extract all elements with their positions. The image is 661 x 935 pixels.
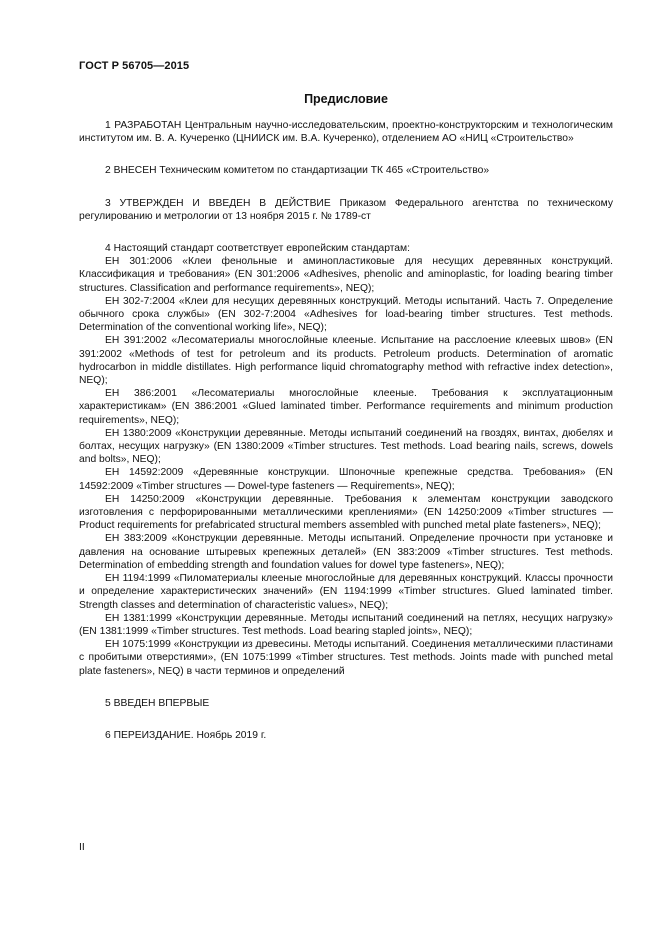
standard-reference: ЕН 1381:1999 «Конструкции деревянные. Методы испытаний соединений на петлях, несущих нагрузку» (EN 1381:1999 «Timber structures. Test methods. Load bearing stapled joints», NEQ); <box>79 612 613 637</box>
page-title: Предисловие <box>304 92 388 106</box>
standard-reference: ЕН 391:2002 «Лесоматериалы многослойные клееные. Испытание на расслоение клеевых швов» (EN 391:2002 «Methods of test for petroleum and its products. Petroleum products. Determination of aromatic hydrocarbon in middle distillates. High performance liquid chromatography method with refractive index detection», NEQ); <box>79 335 613 387</box>
standard-reference: ЕН 302-7:2004 «Клеи для несущих деревянных конструкций. Методы испытаний. Часть 7. Определение обычного срока службы» (EN 302-7:2004 «Adhesives for load-bearing timber structures. Test methods. Determination of the conventional working life», NEQ); <box>79 295 613 334</box>
standard-reference: ЕН 301:2006 «Клеи фенольные и аминопластиковые для несущих деревянных конструкций. Классификация и требования» (EN 301:2006 «Adhesives, phenolic and aminoplastic, for loading bearing timber structures. Classification and performance requirements», NEQ); <box>79 256 613 294</box>
standard-reference: ЕН 1075:1999 «Конструкции из древесины. Методы испытаний. Соединения металлическими пластинами с пробитыми отверстиями», (EN 1075:1999 «Timber structures. Test methods. Joints made with punched metal plate fasteners», NEQ) в части терминов и определений <box>79 639 614 677</box>
foreword-body <box>79 119 613 742</box>
paragraph-submitted-by: 2 ВНЕСЕН Техническим комитетом по стандартизации ТК 465 «Строительство» <box>105 165 490 177</box>
paragraph-approved-by: 3 УТВЕРЖДЕН И ВВЕДЕН В ДЕЙСТВИЕ Приказом Федерального агентства по техническому регулированию и метрологии от 13 ноября 2015 г. № 1789-ст <box>79 197 613 222</box>
paragraph-conformity-intro: 4 Настоящий стандарт соответствует европейским стандартам: <box>105 243 410 255</box>
standard-reference: ЕН 14250:2009 «Конструкции деревянные. Требования к элементам конструкции заводского изготовления с перфорированными металлическими креплениями» (EN 14250:2009 «Timber structures — Product requirements for prefabricated structural members assembled with punched metal plate fasteners», NEQ); <box>79 493 613 532</box>
standard-reference: ЕН 386:2001 «Лесоматериалы многослойные клееные. Требования к эксплуатационным характеристикам» (EN 386:2001 «Glued laminated timber. Performance requirements and minimum production requirements», NEQ); <box>79 388 613 426</box>
standard-reference: ЕН 383:2009 «Конструкции деревянные. Методы испытаний. Определение прочности при установке и давления на основание штыревых крепежных деталей» (EN 383:2009 «Timber structures. Test methods. Determination of embedding strength and foundation values for dowel type fasteners», NEQ); <box>79 533 613 571</box>
paragraph-first-introduced: 5 ВВЕДЕН ВПЕРВЫЕ <box>105 697 210 709</box>
standard-reference: ЕН 1194:1999 «Пиломатериалы клееные многослойные для деревянных конструкций. Классы прочности и определение характеристических значений» (EN 1194:1999 «Timber structures. Glued laminated timber. Strength classes and determination of characteristic values», NEQ); <box>79 573 613 611</box>
standard-id: ГОСТ Р 56705—2015 <box>79 60 190 72</box>
paragraph-reissue: 6 ПЕРЕИЗДАНИЕ. Ноябрь 2019 г. <box>105 729 267 741</box>
standard-reference: ЕН 1380:2009 «Конструкции деревянные. Методы испытаний соединений на гвоздях, винтах, дюбелях и болтах, несущих нагрузку» (EN 1380:2009 «Timber structures. Test methods. Load bearing nails, screws, dowels and bolts», NEQ); <box>79 427 613 466</box>
page-number: II <box>79 842 85 853</box>
paragraph-developed-by: 1 РАЗРАБОТАН Центральным научно-исследовательским, проектно-конструкторским и технологическим институтом им. В. А. Кучеренко (ЦНИИСК им. В.А. Кучеренко), отделением АО «НИЦ «Строительство» <box>79 120 613 145</box>
standard-reference: ЕН 14592:2009 «Деревянные конструкции. Шпоночные крепежные средства. Требования» (EN 14592:2009 «Timber structures — Dowel-type fasteners — Requirements», NEQ); <box>79 467 613 492</box>
